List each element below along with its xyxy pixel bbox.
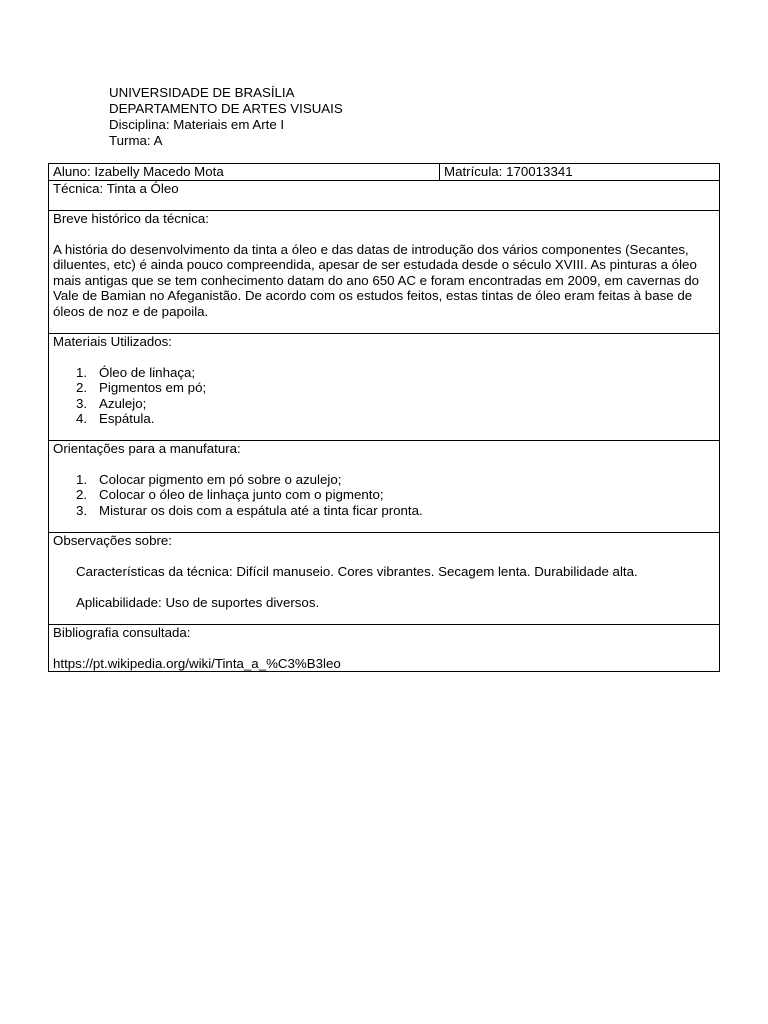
list-item: 4. Espátula. <box>76 411 155 426</box>
list-item: 1. Óleo de linhaça; <box>76 364 196 380</box>
observations-row <box>49 532 720 624</box>
instructions-list <box>53 472 715 519</box>
list-item: 3. Misturar os dois com a espátula até a tinta ficar pronta. <box>76 502 423 518</box>
history-text: A história do desenvolvimento da tinta a óleo e das datas de introdução dos vários componentes (Secantes, diluentes, etc) é ainda pouco compreendida, apesar de ser estudada desde o século XVIII. As pinturas a óleo mais antigas que se tem conhecimento datam do ano 650 AC e foram encontradas em 2009, em cavernas do Vale de Bamian no Afeganistão. De acordo com os estudos feitos, estas tintas de óleo eram feitas à base de óleos de noz e de papoila. <box>53 241 700 319</box>
materials-cell <box>49 333 720 440</box>
technique-form-table <box>48 163 720 672</box>
instructions-cell <box>49 440 720 532</box>
instructions-label: Orientações para a manufatura: <box>53 440 241 456</box>
list-item: 2. Colocar o óleo de linhaça junto com o pigmento; <box>76 487 384 502</box>
observations-label: Observações sobre: <box>53 532 172 548</box>
history-label: Breve histórico da técnica: <box>53 210 209 226</box>
university-name: UNIVERSIDADE DE BRASÍLIA <box>109 85 295 100</box>
list-item: 3. Azulejo; <box>76 395 147 411</box>
department-name: DEPARTAMENTO DE ARTES VISUAIS <box>109 101 343 116</box>
list-item: 1. Colocar pigmento em pó sobre o azulejo; <box>76 471 342 487</box>
history-row <box>49 210 720 333</box>
student-name-cell: Aluno: Izabelly Macedo Mota <box>49 164 440 181</box>
student-row <box>49 164 720 181</box>
observations-cell <box>49 532 720 624</box>
registration-cell: Matrícula: 170013341 <box>440 164 720 181</box>
applicability-text: Aplicabilidade: Uso de suportes diversos. <box>76 594 320 610</box>
materials-list <box>53 365 715 427</box>
bibliography-row <box>49 624 720 672</box>
materials-row <box>49 333 720 440</box>
characteristics-text: Características da técnica: Difícil manuseio. Cores vibrantes. Secagem lenta. Durabilidade alta. <box>76 563 638 579</box>
list-item: 2. Pigmentos em pó; <box>76 380 207 395</box>
instructions-row <box>49 440 720 532</box>
technique-row <box>49 180 720 210</box>
history-cell <box>49 210 720 333</box>
bibliography-link[interactable]: https://pt.wikipedia.org/wiki/Tinta_a_%C3%B3leo <box>53 655 341 671</box>
materials-label: Materiais Utilizados: <box>53 333 172 349</box>
document-header <box>109 85 343 149</box>
bibliography-label: Bibliografia consultada: <box>53 624 191 640</box>
bibliography-cell <box>49 624 720 672</box>
technique-cell: Técnica: Tinta a Óleo <box>49 180 720 210</box>
class-name: Turma: A <box>109 133 163 148</box>
course-name: Disciplina: Materiais em Arte I <box>109 117 285 132</box>
